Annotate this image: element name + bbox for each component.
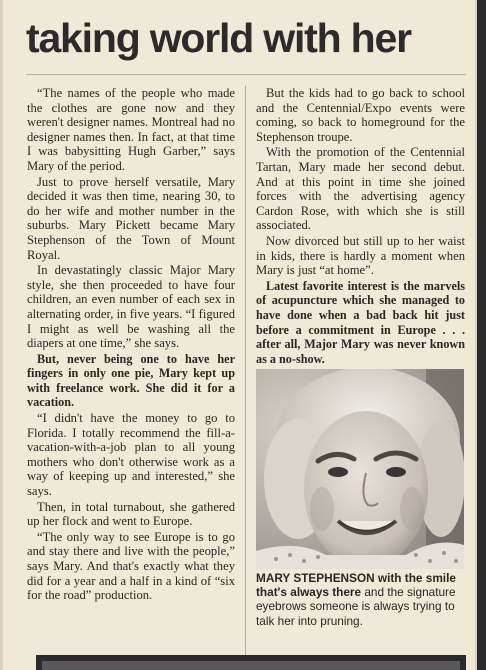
caption-bold: MARY STEPHENSON with the smile that's always there: [256, 571, 456, 600]
column-divider: [245, 86, 246, 656]
right-column: [256, 86, 465, 367]
portrait-photo: [256, 369, 464, 569]
portrait-illustration: [256, 369, 464, 569]
paragraph: “I didn't have the money to go to Florida. I totally recommend the fill-a-vacation-with-a-job plan to all young mothers who don't otherwise work as a way of keeping up and interested,” she says.: [27, 411, 235, 499]
bottom-banner-inner: [42, 661, 460, 670]
paragraph: Just to prove herself versatile, Mary decided it was then time, nearing 30, to do her wife and mother number in the suburbs. Mary Pickett became Mary Stephenson of the Town of Mount Royal.: [27, 174, 235, 262]
caption-text: and the signature eyebrows someone is always trying to talk her into pruning.: [256, 585, 456, 628]
paragraph: “The names of the people who made the clothes are gone now and they weren't designer names. Montreal had no designer names then. In fact, at that time I was babysitting Hugh Garber,” says Mary of the period.: [27, 86, 235, 173]
paragraph: But the kids had to go back to school and the Centennial/Expo events were coming, so back to homeground for the Stephenson troupe.: [256, 86, 465, 144]
paragraph: Now divorced but still up to her waist in kids, there is hardly a moment when Mary is just “at home”.: [256, 233, 465, 278]
paragraph-bold: Latest favorite interest is the marvels of acupuncture which she managed to have done when a bad back hit just before a commitment in Europe . . . after all, Major Mary was never known as a no-show.: [256, 278, 465, 366]
page-right-edge: [477, 0, 486, 670]
page-left-shadow: [0, 0, 3, 670]
photo-caption: [256, 571, 466, 628]
paragraph-bold: But, never being one to have her fingers in only one pie, Mary kept up with freelance work. She did it for a vacation.: [27, 351, 235, 410]
headline-rule: [26, 74, 466, 75]
headline: taking world with her: [26, 15, 411, 61]
left-column: [27, 86, 235, 604]
paragraph: With the promotion of the Centennial Tartan, Mary made her second debut. And at this point in time she joined forces with the advertising agency Cardon Rose, with which she is still associated.: [256, 145, 465, 233]
paragraph: “The only way to see Europe is to go and stay there and live with the people,” says Mary. And that's exactly what they did for a year and a half in a kind of “six for the road” production.: [27, 529, 235, 603]
paragraph: Then, in total turnabout, she gathered up her flock and went to Europe.: [27, 499, 235, 529]
paragraph: In devastatingly classic Major Mary style, she then proceeded to have four children, an even number of each sex in alternating order, in five years. “I figured I might as well be washing all the diapers at one time,” she says.: [27, 263, 235, 351]
